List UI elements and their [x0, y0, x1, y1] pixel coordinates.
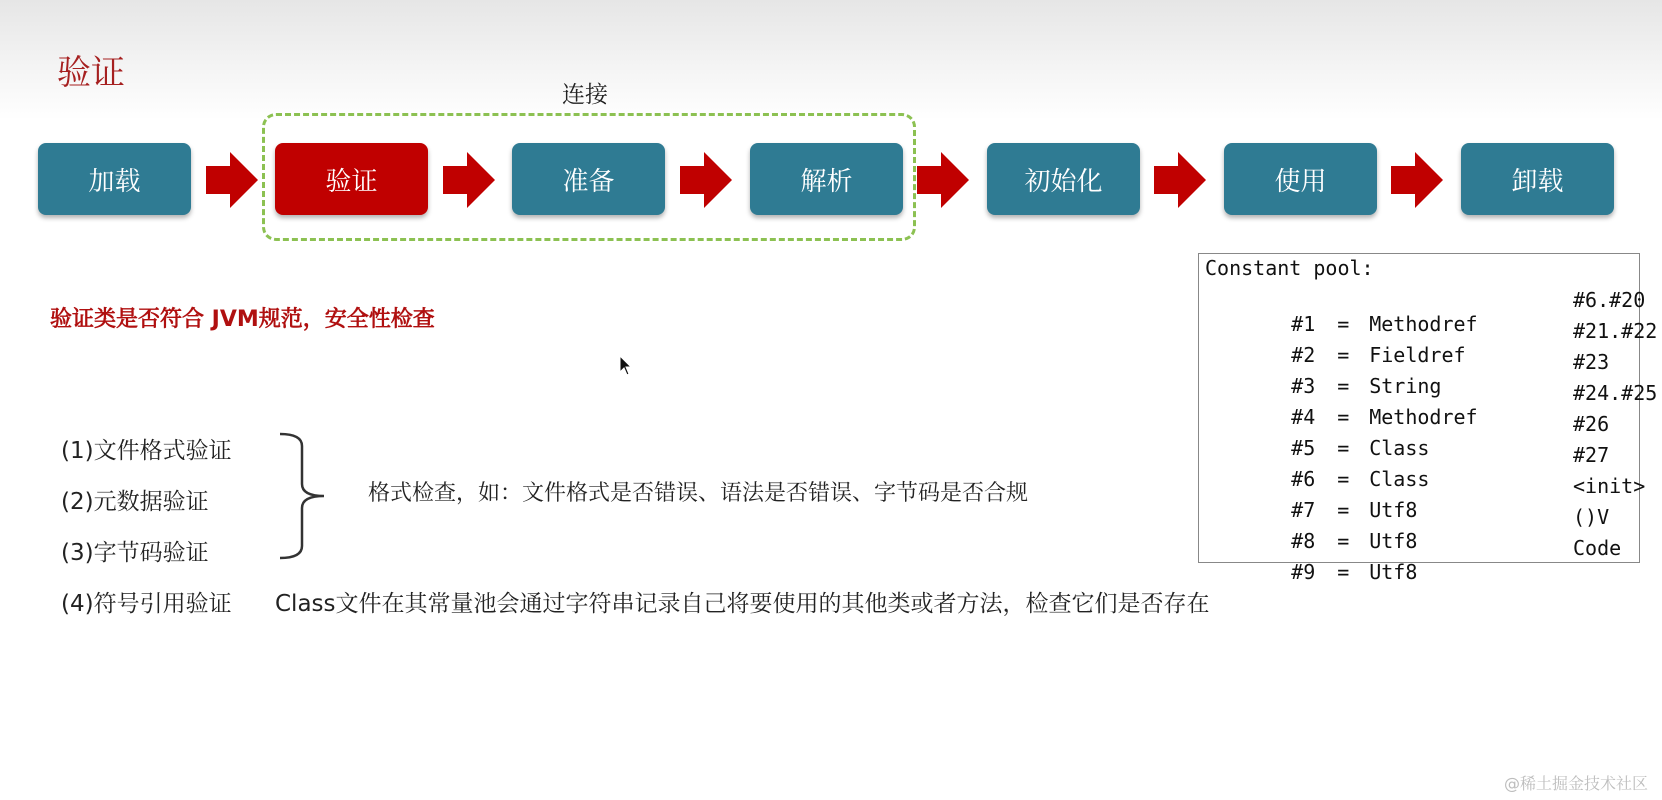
constant-pool-row: #5 = Class #26 — [1291, 412, 1610, 460]
constant-pool-panel — [1198, 253, 1658, 584]
mouse-cursor-icon — [619, 355, 633, 381]
constant-pool-row: #7 = Utf8 <init> — [1291, 474, 1646, 522]
stage-resolve: 解析 — [750, 143, 903, 215]
right-brace-icon — [276, 432, 326, 564]
constant-pool-row: #8 = Utf8 ()V — [1291, 505, 1610, 553]
format-check-desc: 格式检查，如：文件格式是否错误、语法是否错误、字节码是否合规 — [368, 481, 1029, 506]
check-metadata: (2)元数据验证 — [61, 489, 209, 515]
stage-initialize: 初始化 — [987, 143, 1140, 215]
arrow-icon — [1154, 152, 1206, 208]
stage-verify: 验证 — [275, 143, 428, 215]
check-file-format: (1)文件格式验证 — [61, 438, 232, 464]
stage-use: 使用 — [1224, 143, 1377, 215]
page-title: 验证 — [57, 53, 125, 93]
header-gradient — [0, 0, 1662, 120]
arrow-icon — [206, 152, 258, 208]
constant-pool-row: #4 = Methodref #24.#25 — [1291, 381, 1658, 429]
connect-group-label: 连接 — [562, 82, 608, 108]
constant-pool-row: #1 = Methodref #6.#20 — [1291, 288, 1646, 336]
constant-pool-row: #2 = Fieldref #21.#22 — [1291, 319, 1658, 367]
arrow-icon — [917, 152, 969, 208]
stage-load: 加载 — [38, 143, 191, 215]
stage-unload: 卸载 — [1461, 143, 1614, 215]
arrow-icon — [680, 152, 732, 208]
arrow-icon — [1391, 152, 1443, 208]
check-bytecode: (3)字节码验证 — [61, 540, 209, 566]
stage-prepare: 准备 — [512, 143, 665, 215]
symbol-check-desc: Class文件在其常量池会通过字符串记录自己将要使用的其他类或者方法，检查它们是否存在 — [275, 591, 1210, 617]
check-symbol-ref: (4)符号引用验证 — [61, 591, 232, 617]
constant-pool-row: #9 = Utf8 Code — [1291, 536, 1622, 584]
constant-pool-row: #6 = Class #27 — [1291, 443, 1610, 491]
arrow-icon — [443, 152, 495, 208]
constant-pool-title: Constant pool: — [1205, 256, 1374, 280]
verify-subtitle: 验证类是否符合 JVM规范，安全性检查 — [50, 307, 435, 332]
constant-pool-row: #3 = String #23 — [1291, 350, 1610, 398]
watermark: @稀土掘金技术社区 — [1503, 774, 1648, 793]
